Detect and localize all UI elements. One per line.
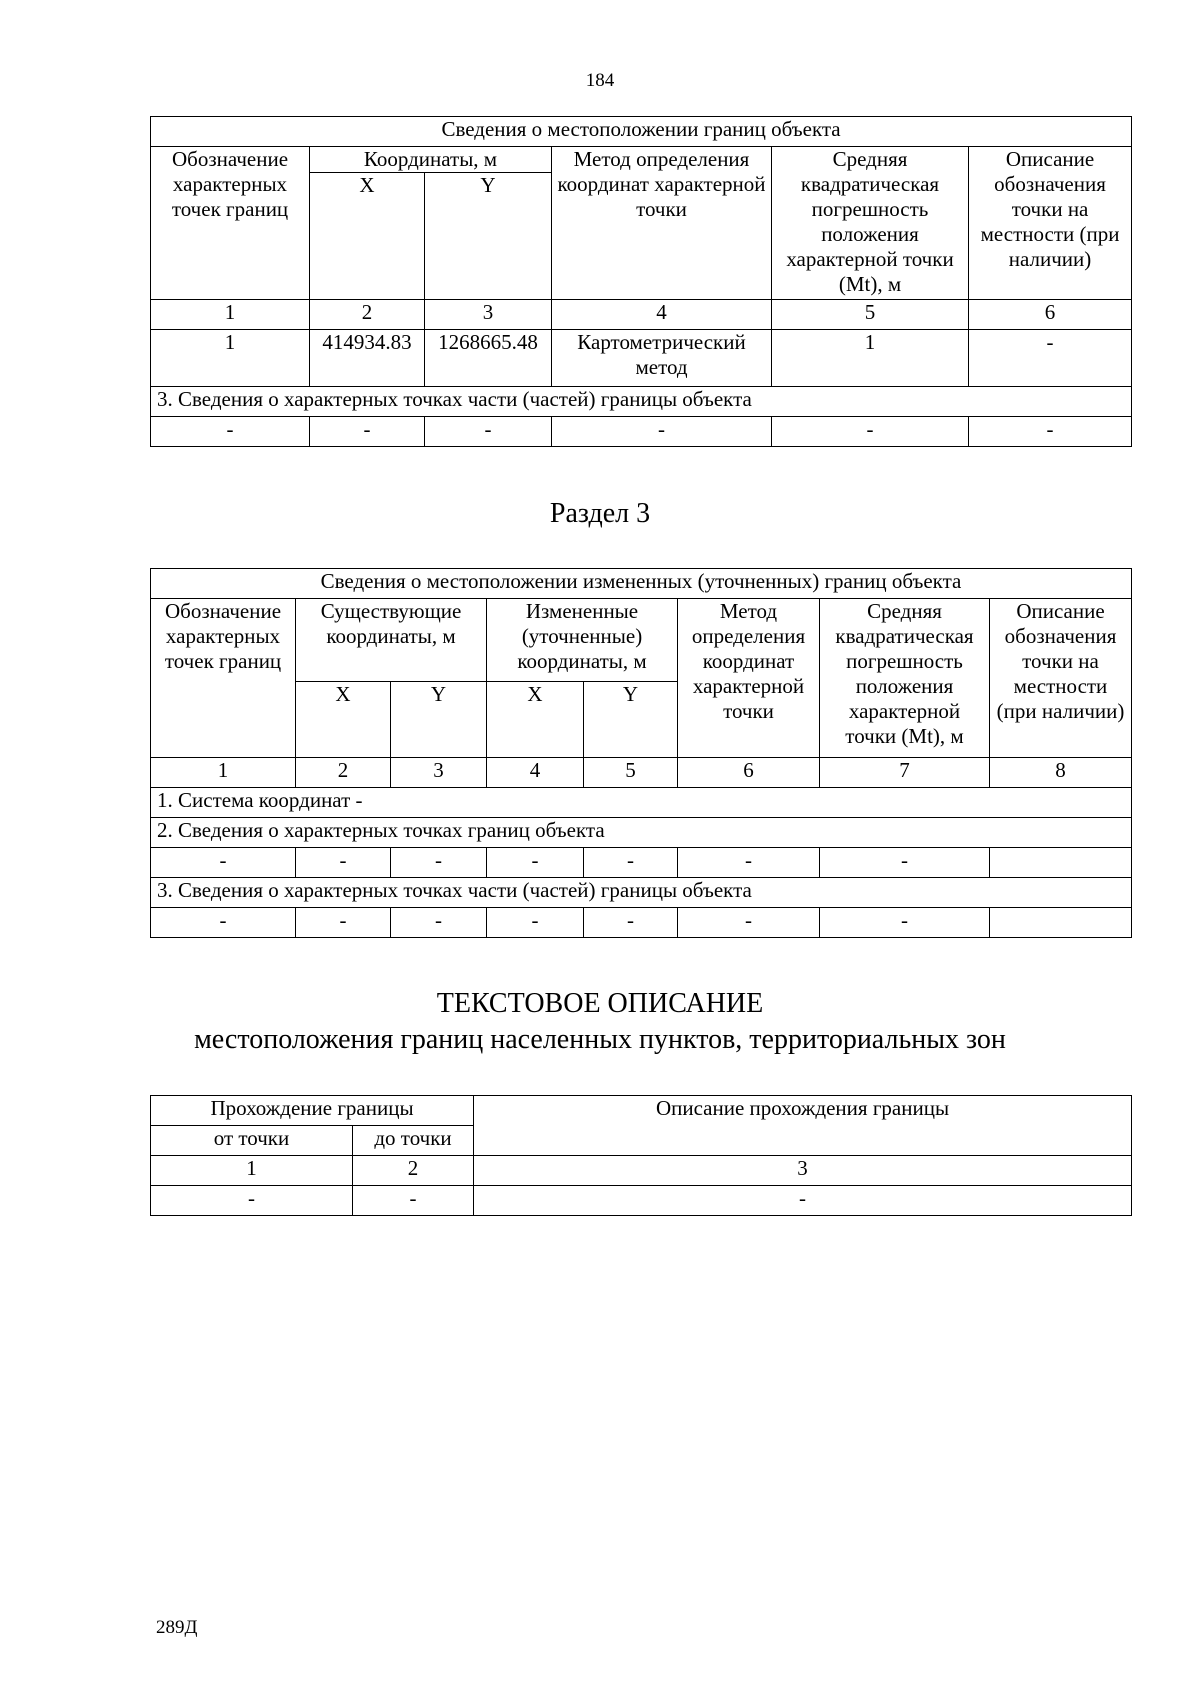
cell-method: Картометрический метод — [552, 330, 772, 387]
cell-x: 414934.83 — [310, 330, 425, 387]
col-number: 1 — [151, 300, 310, 330]
header-method: Метод определения координат характерной точки — [678, 599, 820, 758]
boundary-location-table — [150, 116, 1132, 447]
header-passage: Прохождение границы — [151, 1096, 474, 1126]
dash-cell: - — [296, 908, 391, 938]
table-title: Сведения о местоположении измененных (уточненных) границ объекта — [151, 569, 1132, 599]
col-number: 2 — [296, 758, 391, 788]
header-y: Y — [391, 682, 487, 758]
changed-boundary-table — [150, 568, 1132, 938]
header-changed-coords: Измененные (уточненные) координаты, м — [487, 599, 678, 682]
col-number: 2 — [310, 300, 425, 330]
header-point: Обозначение характерных точек границ — [151, 147, 310, 300]
col-number: 8 — [990, 758, 1132, 788]
table-title: Сведения о местоположении границ объекта — [151, 117, 1132, 147]
dash-cell: - — [151, 848, 296, 878]
header-method: Метод определения координат характерной точки — [552, 147, 772, 300]
header-error: Средняя квадратическая погрешность положения характерной точки (Mt), м — [820, 599, 990, 758]
header-error: Средняя квадратическая погрешность положения характерной точки (Mt), м — [772, 147, 969, 300]
cell-point: 1 — [151, 330, 310, 387]
dash-cell: - — [296, 848, 391, 878]
header-coords: Координаты, м — [310, 147, 552, 173]
cell-y: 1268665.48 — [425, 330, 552, 387]
empty-cell — [990, 908, 1132, 938]
dash-cell: - — [678, 908, 820, 938]
col-number: 3 — [474, 1156, 1132, 1186]
header-x: X — [296, 682, 391, 758]
header-to-point: до точки — [353, 1126, 474, 1156]
dash-cell: - — [820, 908, 990, 938]
header-existing-coords: Существующие координаты, м — [296, 599, 487, 682]
header-from-point: от точки — [151, 1126, 353, 1156]
dash-cell: - — [584, 848, 678, 878]
dash-cell: - — [151, 1186, 353, 1216]
dash-cell: - — [391, 908, 487, 938]
boundary-passage-table — [150, 1095, 1132, 1216]
cell-description: - — [969, 330, 1132, 387]
header-passage-description: Описание прохождения границы — [474, 1096, 1132, 1156]
cell-error: 1 — [772, 330, 969, 387]
col-number: 3 — [425, 300, 552, 330]
header-point: Обозначение характерных точек границ — [151, 599, 296, 758]
dash-cell: - — [310, 417, 425, 447]
dash-cell: - — [820, 848, 990, 878]
dash-cell: - — [678, 848, 820, 878]
section-row-label: 3. Сведения о характерных точках части (частей) границы объекта — [151, 387, 1132, 417]
document-code: 289Д — [156, 1617, 198, 1638]
boundary-points-row: 2. Сведения о характерных точках границ объекта — [151, 818, 1132, 848]
dash-cell: - — [474, 1186, 1132, 1216]
col-number: 6 — [678, 758, 820, 788]
col-number: 6 — [969, 300, 1132, 330]
header-y: Y — [425, 173, 552, 300]
dash-cell: - — [969, 417, 1132, 447]
dash-cell: - — [151, 908, 296, 938]
col-number: 7 — [820, 758, 990, 788]
col-number: 5 — [584, 758, 678, 788]
dash-cell: - — [353, 1186, 474, 1216]
dash-cell: - — [772, 417, 969, 447]
col-number: 1 — [151, 758, 296, 788]
page-number: 184 — [585, 70, 615, 91]
dash-cell: - — [391, 848, 487, 878]
dash-cell: - — [425, 417, 552, 447]
header-y: Y — [584, 682, 678, 758]
col-number: 5 — [772, 300, 969, 330]
section-row-label: 3. Сведения о характерных точках части (частей) границы объекта — [151, 878, 1132, 908]
coordinate-system-row: 1. Система координат - — [151, 788, 1132, 818]
dash-cell: - — [487, 908, 584, 938]
header-description: Описание обозначения точки на местности (при наличии) — [969, 147, 1132, 300]
empty-cell — [990, 848, 1132, 878]
header-x: X — [310, 173, 425, 300]
dash-cell: - — [584, 908, 678, 938]
col-number: 4 — [487, 758, 584, 788]
header-x: X — [487, 682, 584, 758]
text-description-subtitle: местоположения границ населенных пунктов, территориальных зон — [194, 1024, 1006, 1055]
col-number: 2 — [353, 1156, 474, 1186]
dash-cell: - — [487, 848, 584, 878]
dash-cell: - — [552, 417, 772, 447]
dash-cell: - — [151, 417, 310, 447]
col-number: 1 — [151, 1156, 353, 1186]
col-number: 3 — [391, 758, 487, 788]
col-number: 4 — [552, 300, 772, 330]
text-description-title: ТЕКСТОВОЕ ОПИСАНИЕ — [436, 988, 764, 1019]
header-description: Описание обозначения точки на местности (при наличии) — [990, 599, 1132, 758]
section-heading: Раздел 3 — [549, 498, 651, 529]
